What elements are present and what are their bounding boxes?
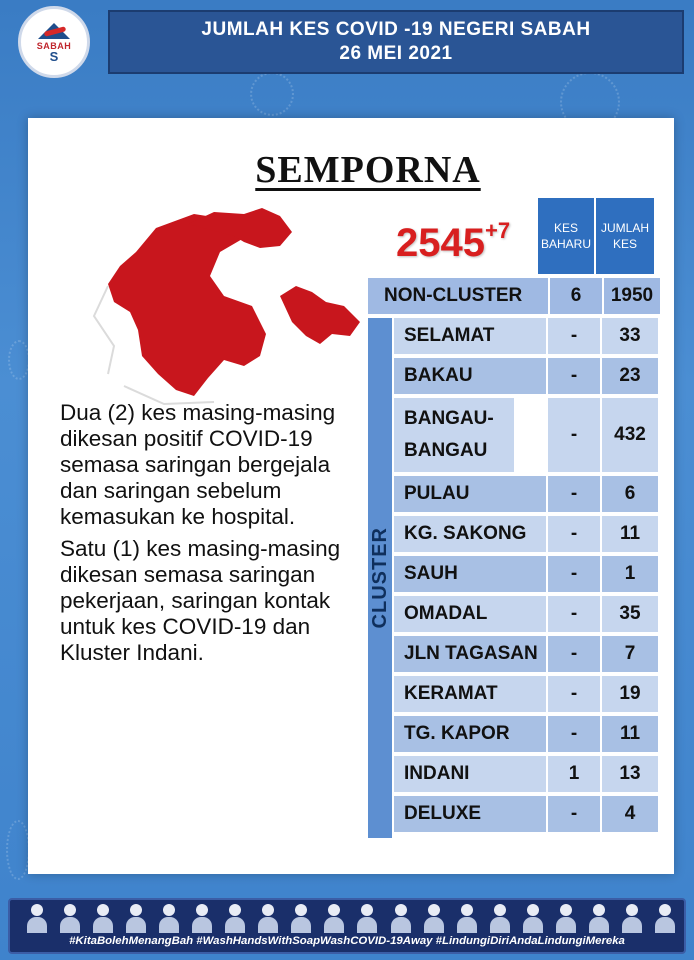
row-total-cases: 7 <box>602 636 658 674</box>
person-icon <box>224 904 246 934</box>
table-row <box>394 716 658 754</box>
person-icon <box>290 904 312 934</box>
row-name: TG. KAPOR <box>394 716 546 754</box>
column-header-new: KES BAHARU <box>538 198 594 274</box>
person-icon <box>92 904 114 934</box>
hashtags: #KitaBolehMenangBah #WashHandsWithSoapWashCOVID-19Away #LindungiDiriAndaLindungiMereka <box>69 935 625 947</box>
person-icon <box>654 904 676 934</box>
row-new-cases: - <box>548 318 600 356</box>
virus-decoration-icon <box>250 72 294 116</box>
person-icon <box>522 904 544 934</box>
footer-banner <box>8 898 686 954</box>
agency-logo <box>18 6 90 78</box>
person-icon <box>191 904 213 934</box>
row-new-cases: - <box>548 358 600 396</box>
total-cases-increase: +7 <box>484 218 511 243</box>
table-row <box>394 398 658 474</box>
table-row <box>394 596 658 634</box>
row-total-cases: 13 <box>602 756 658 794</box>
row-total-cases: 19 <box>602 676 658 714</box>
person-icon <box>390 904 412 934</box>
row-name: PULAU <box>394 476 546 514</box>
person-icon <box>456 904 478 934</box>
description <box>60 400 360 672</box>
row-total-cases: 6 <box>602 476 658 514</box>
row-total-cases: 11 <box>602 516 658 554</box>
person-icon <box>423 904 445 934</box>
mountain-logo-icon <box>34 21 74 41</box>
column-header-total: JUMLAH KES <box>596 198 654 274</box>
table-row <box>394 476 658 514</box>
row-name: KG. SAKONG <box>394 516 546 554</box>
row-new-cases: - <box>548 636 600 674</box>
row-new-cases: - <box>548 716 600 754</box>
row-new-cases: 6 <box>550 278 602 316</box>
logo-text: SABAH <box>36 41 72 51</box>
header-banner <box>108 10 684 74</box>
description-paragraph: Dua (2) kes masing-masing dikesan positif COVID-19 semasa saringan bergejala dan saringan sebelum kemasukan ke hospital. <box>60 400 336 529</box>
row-name: KERAMAT <box>394 676 546 714</box>
row-new-cases: - <box>548 556 600 594</box>
content-card <box>28 118 674 874</box>
row-total-cases: 35 <box>602 596 658 634</box>
row-new-cases: - <box>548 476 600 514</box>
district-map-icon <box>84 206 374 416</box>
row-name: DELUXE <box>394 796 546 834</box>
row-total-cases: 1 <box>602 556 658 594</box>
row-name: INDANI <box>394 756 546 794</box>
virus-decoration-icon <box>6 820 30 880</box>
person-icon <box>555 904 577 934</box>
table-row <box>394 636 658 674</box>
cluster-label: CLUSTER <box>368 527 391 629</box>
row-total-cases: 11 <box>602 716 658 754</box>
table-row <box>394 676 658 714</box>
table-row <box>394 516 658 554</box>
person-icon <box>588 904 610 934</box>
row-new-cases: - <box>548 516 600 554</box>
person-icon <box>125 904 147 934</box>
district-title: SEMPORNA <box>255 149 481 191</box>
person-icon <box>621 904 643 934</box>
row-name: BAKAU <box>394 358 546 396</box>
person-icon <box>26 904 48 934</box>
page-title: JUMLAH KES COVID -19 NEGERI SABAH <box>201 19 591 40</box>
frontliners-illustration <box>26 904 676 934</box>
row-new-cases: - <box>548 796 600 834</box>
row-new-cases: - <box>548 398 600 474</box>
row-name: JLN TAGASAN <box>394 636 546 674</box>
cluster-label-bar <box>368 318 392 838</box>
row-total-cases: 33 <box>602 318 658 356</box>
row-name: SAUH <box>394 556 546 594</box>
row-total-cases: 432 <box>602 398 658 474</box>
row-new-cases: - <box>548 596 600 634</box>
table-row <box>394 318 658 356</box>
report-date: 26 MEI 2021 <box>339 43 453 64</box>
row-name: SELAMAT <box>394 318 546 356</box>
total-cases <box>396 218 510 266</box>
person-icon <box>323 904 345 934</box>
row-name: OMADAL <box>394 596 546 634</box>
row-total-cases: 4 <box>602 796 658 834</box>
person-icon <box>158 904 180 934</box>
person-icon <box>59 904 81 934</box>
non-cluster-row <box>368 278 660 316</box>
row-total-cases: 1950 <box>604 278 660 316</box>
row-name: BANGAU-BANGAU <box>394 398 514 474</box>
person-icon <box>489 904 511 934</box>
table-row <box>394 796 658 834</box>
person-icon <box>356 904 378 934</box>
table-row <box>394 756 658 794</box>
person-icon <box>257 904 279 934</box>
total-cases-number: 2545 <box>396 221 485 265</box>
row-new-cases: 1 <box>548 756 600 794</box>
row-total-cases: 23 <box>602 358 658 396</box>
row-name: NON-CLUSTER <box>368 278 548 316</box>
row-new-cases: - <box>548 676 600 714</box>
table-row <box>394 556 658 594</box>
logo-s-icon: S <box>49 49 59 64</box>
description-paragraph: Satu (1) kes masing-masing dikesan semasa saringan pekerjaan, saringan kontak untuk kes COVID-19 dan Kluster Indani. <box>60 536 341 665</box>
table-row <box>394 358 658 396</box>
virus-decoration-icon <box>8 340 30 380</box>
